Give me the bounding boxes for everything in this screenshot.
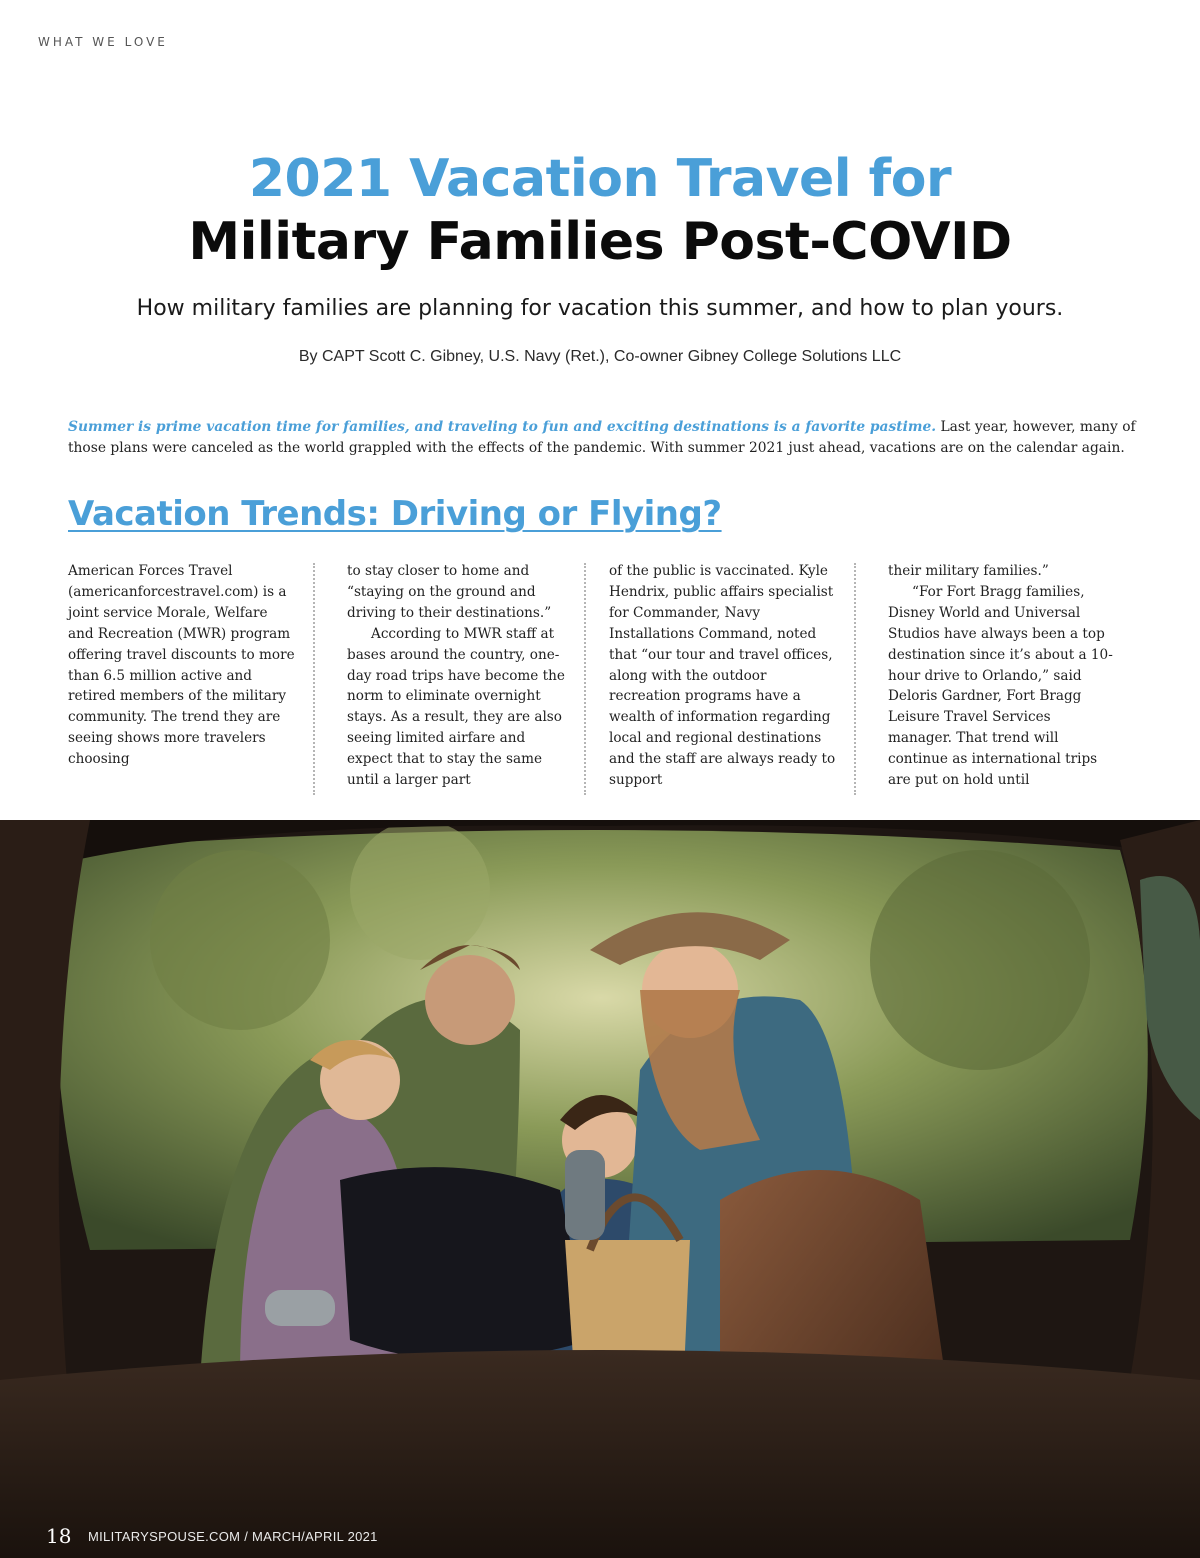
- title-line-2: Military Families Post-COVID: [188, 212, 1012, 272]
- page-number: 18: [46, 1524, 72, 1548]
- intro-lead: Summer is prime vacation time for families, and traveling to fun and exciting destinations is a favorite pastime.: [68, 419, 937, 435]
- text-column-4: [888, 561, 1118, 791]
- section-heading: Vacation Trends: Driving or Flying?: [68, 494, 722, 534]
- column-paragraph: American Forces Travel (americanforcestravel.com) is a joint service Morale, Welfare and Recreation (MWR) program offering travel discounts to more than 6.5 million active and retired members of the military community. The trend they are seeing shows more travelers choosing: [68, 563, 295, 768]
- column-paragraph: their military families.”: [888, 563, 1049, 579]
- text-column-3: [609, 561, 837, 791]
- column-paragraph: to stay closer to home and “staying on the ground and driving to their destinations.”: [347, 563, 552, 621]
- column-paragraph: “For Fort Bragg families, Disney World and Universal Studios have always been a top destination since it’s about a 10-hour drive to Orlando,” said Deloris Gardner, Fort Bragg Leisure Travel Services manager. That trend will continue as international trips are put on hold until: [888, 583, 1113, 789]
- title-line-1: 2021 Vacation Travel for: [248, 149, 952, 209]
- column-divider: [313, 563, 315, 795]
- text-column-2: [347, 561, 575, 791]
- article-subtitle: How military families are planning for vacation this summer, and how to plan yours.: [136, 296, 1064, 321]
- byline: By CAPT Scott C. Gibney, U.S. Navy (Ret.), Co-owner Gibney College Solutions LLC: [298, 348, 902, 365]
- intro-body: Last year, however, many of those plans were canceled as the world grappled with the effects of the pandemic. With summer 2021 just ahead, vacations are on the calendar again.: [68, 419, 1136, 456]
- column-divider: [854, 563, 856, 795]
- intro-paragraph: [68, 417, 1138, 459]
- column-paragraph: According to MWR staff at bases around the country, one-day road trips have become the norm to eliminate overnight stays. As a result, they are also seeing limited airfare and expect that to stay the same until a larger part: [347, 625, 565, 789]
- column-paragraph: of the public is vaccinated. Kyle Hendrix, public affairs specialist for Commander, Navy Installations Command, noted that “our tour and travel offices, along with the outdoor recreation programs have a wealth of information regarding local and regional destinations and the staff are always ready to support: [609, 563, 836, 789]
- article-title: [0, 148, 1200, 274]
- family-car-trunk-photo: [0, 820, 1200, 1558]
- publication-footer: MILITARYSPOUSE.COM / MARCH/APRIL 2021: [88, 1529, 378, 1544]
- text-column-1: [68, 561, 296, 770]
- column-divider: [584, 563, 586, 795]
- section-label: WHAT WE LOVE: [38, 35, 168, 49]
